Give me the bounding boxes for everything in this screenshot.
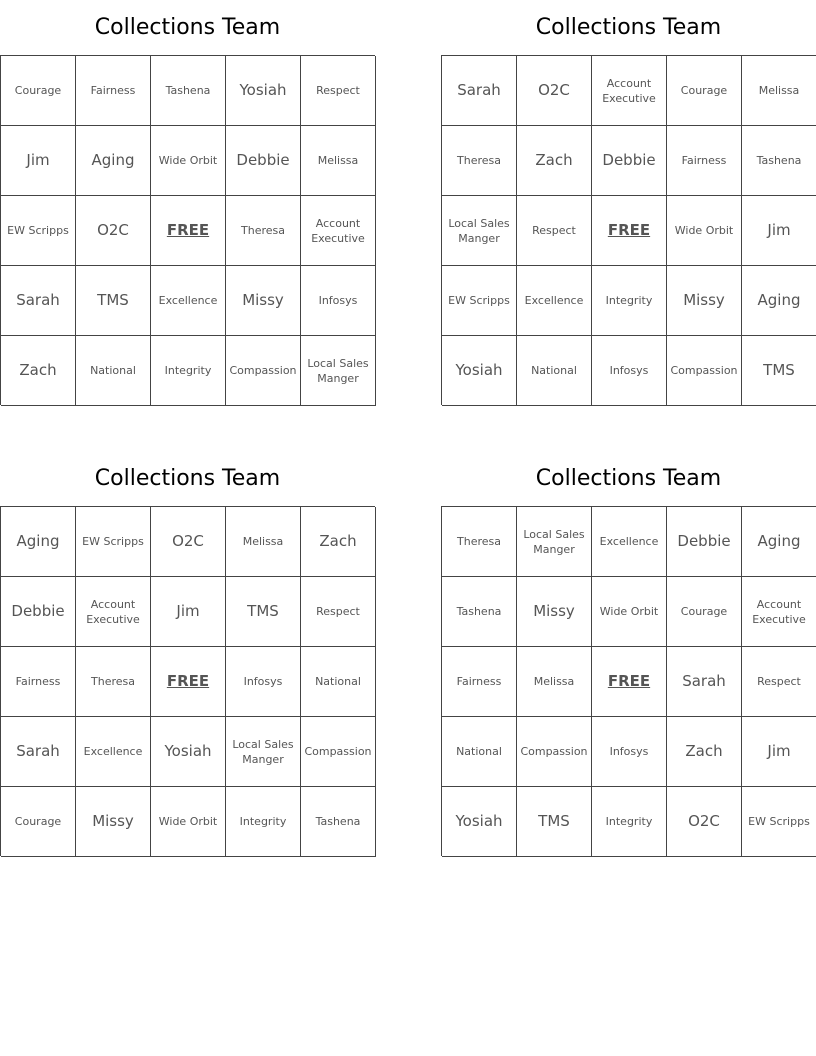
bingo-cell: Compassion [517, 717, 592, 787]
bingo-cell: Tashena [151, 56, 226, 126]
free-space-cell: FREE [151, 647, 226, 717]
bingo-cell: Jim [742, 196, 816, 266]
bingo-cell: Sarah [442, 56, 517, 126]
bingo-cell: Jim [1, 126, 76, 196]
bingo-cell: Respect [301, 56, 376, 126]
bingo-cell: Sarah [667, 647, 742, 717]
bingo-grid [0, 55, 375, 405]
bingo-cell: Excellence [592, 507, 667, 577]
bingo-cell: Excellence [151, 266, 226, 336]
bingo-cell: Infosys [592, 717, 667, 787]
bingo-cell: Wide Orbit [151, 787, 226, 857]
bingo-cell: TMS [742, 336, 816, 406]
bingo-cell: TMS [226, 577, 301, 647]
bingo-cell: Melissa [301, 126, 376, 196]
bingo-cell: O2C [151, 507, 226, 577]
bingo-cell: Sarah [1, 266, 76, 336]
bingo-cell: Melissa [226, 507, 301, 577]
bingo-cell: Theresa [76, 647, 151, 717]
bingo-cell: Local Sales Manger [442, 196, 517, 266]
bingo-cell: Tashena [442, 577, 517, 647]
card-title: Collections Team [94, 466, 281, 491]
bingo-cell: Integrity [592, 266, 667, 336]
bingo-cell: Respect [301, 577, 376, 647]
bingo-cell: O2C [667, 787, 742, 857]
bingo-cell: Jim [742, 717, 816, 787]
bingo-cell: Aging [742, 266, 816, 336]
bingo-cell: Local Sales Manger [517, 507, 592, 577]
bingo-cell: Missy [76, 787, 151, 857]
bingo-cell: Theresa [226, 196, 301, 266]
bingo-cell: TMS [76, 266, 151, 336]
bingo-cell: Aging [76, 126, 151, 196]
bingo-grid [441, 55, 816, 405]
bingo-card-1 [0, 0, 375, 405]
bingo-cell: Sarah [1, 717, 76, 787]
bingo-cell: EW Scripps [742, 787, 816, 857]
bingo-cell: Infosys [592, 336, 667, 406]
bingo-cell: Wide Orbit [151, 126, 226, 196]
bingo-cell: Courage [1, 56, 76, 126]
bingo-cell: Account Executive [592, 56, 667, 126]
bingo-cell: Zach [517, 126, 592, 196]
bingo-cell: Fairness [667, 126, 742, 196]
bingo-card-3 [0, 451, 375, 856]
bingo-cell: Melissa [742, 56, 816, 126]
bingo-cell: Account Executive [742, 577, 816, 647]
bingo-cell: Debbie [667, 507, 742, 577]
bingo-cell: Local Sales Manger [226, 717, 301, 787]
bingo-cell: Debbie [1, 577, 76, 647]
bingo-cell: Yosiah [226, 56, 301, 126]
bingo-cell: Compassion [226, 336, 301, 406]
bingo-cell: Yosiah [442, 336, 517, 406]
bingo-cell: Courage [667, 56, 742, 126]
bingo-cell: Theresa [442, 126, 517, 196]
bingo-cell: Aging [742, 507, 816, 577]
bingo-cell: Tashena [742, 126, 816, 196]
bingo-cell: Local Sales Manger [301, 336, 376, 406]
bingo-cell: Yosiah [442, 787, 517, 857]
bingo-cell: National [442, 717, 517, 787]
bingo-cell: Respect [742, 647, 816, 717]
card-title: Collections Team [94, 15, 281, 40]
bingo-cell: Melissa [517, 647, 592, 717]
bingo-cell: Infosys [301, 266, 376, 336]
bingo-cell: EW Scripps [76, 507, 151, 577]
bingo-cell: Debbie [592, 126, 667, 196]
bingo-cell: EW Scripps [442, 266, 517, 336]
bingo-cell: Courage [1, 787, 76, 857]
bingo-cell: Courage [667, 577, 742, 647]
bingo-cell: Tashena [301, 787, 376, 857]
bingo-cell: Integrity [592, 787, 667, 857]
bingo-cell: EW Scripps [1, 196, 76, 266]
bingo-cell: Integrity [226, 787, 301, 857]
bingo-cell: Missy [667, 266, 742, 336]
bingo-grid [441, 506, 816, 856]
bingo-cell: Zach [1, 336, 76, 406]
bingo-cell: Fairness [1, 647, 76, 717]
bingo-cell: Compassion [301, 717, 376, 787]
bingo-cell: Debbie [226, 126, 301, 196]
bingo-cell: Zach [301, 507, 376, 577]
bingo-cell: TMS [517, 787, 592, 857]
free-space-cell: FREE [592, 647, 667, 717]
bingo-cell: Missy [517, 577, 592, 647]
bingo-cell: Account Executive [301, 196, 376, 266]
bingo-cell: Fairness [76, 56, 151, 126]
bingo-cell: Respect [517, 196, 592, 266]
card-title: Collections Team [535, 15, 722, 40]
bingo-cell: National [517, 336, 592, 406]
bingo-cell: Wide Orbit [667, 196, 742, 266]
bingo-cell: Integrity [151, 336, 226, 406]
free-space-cell: FREE [592, 196, 667, 266]
bingo-cell: Yosiah [151, 717, 226, 787]
bingo-grid [0, 506, 375, 856]
bingo-card-4 [441, 451, 816, 856]
bingo-cell: Compassion [667, 336, 742, 406]
bingo-cell: Missy [226, 266, 301, 336]
bingo-card-2 [441, 0, 816, 405]
card-title: Collections Team [535, 466, 722, 491]
bingo-cell: Account Executive [76, 577, 151, 647]
bingo-cell: National [301, 647, 376, 717]
bingo-cell: Wide Orbit [592, 577, 667, 647]
bingo-cell: Excellence [76, 717, 151, 787]
bingo-cell: Fairness [442, 647, 517, 717]
bingo-cell: Jim [151, 577, 226, 647]
free-space-cell: FREE [151, 196, 226, 266]
bingo-cell: Excellence [517, 266, 592, 336]
bingo-cell: O2C [76, 196, 151, 266]
bingo-cell: Infosys [226, 647, 301, 717]
bingo-cell: Theresa [442, 507, 517, 577]
bingo-cell: O2C [517, 56, 592, 126]
bingo-cell: National [76, 336, 151, 406]
bingo-cell: Zach [667, 717, 742, 787]
bingo-cell: Aging [1, 507, 76, 577]
